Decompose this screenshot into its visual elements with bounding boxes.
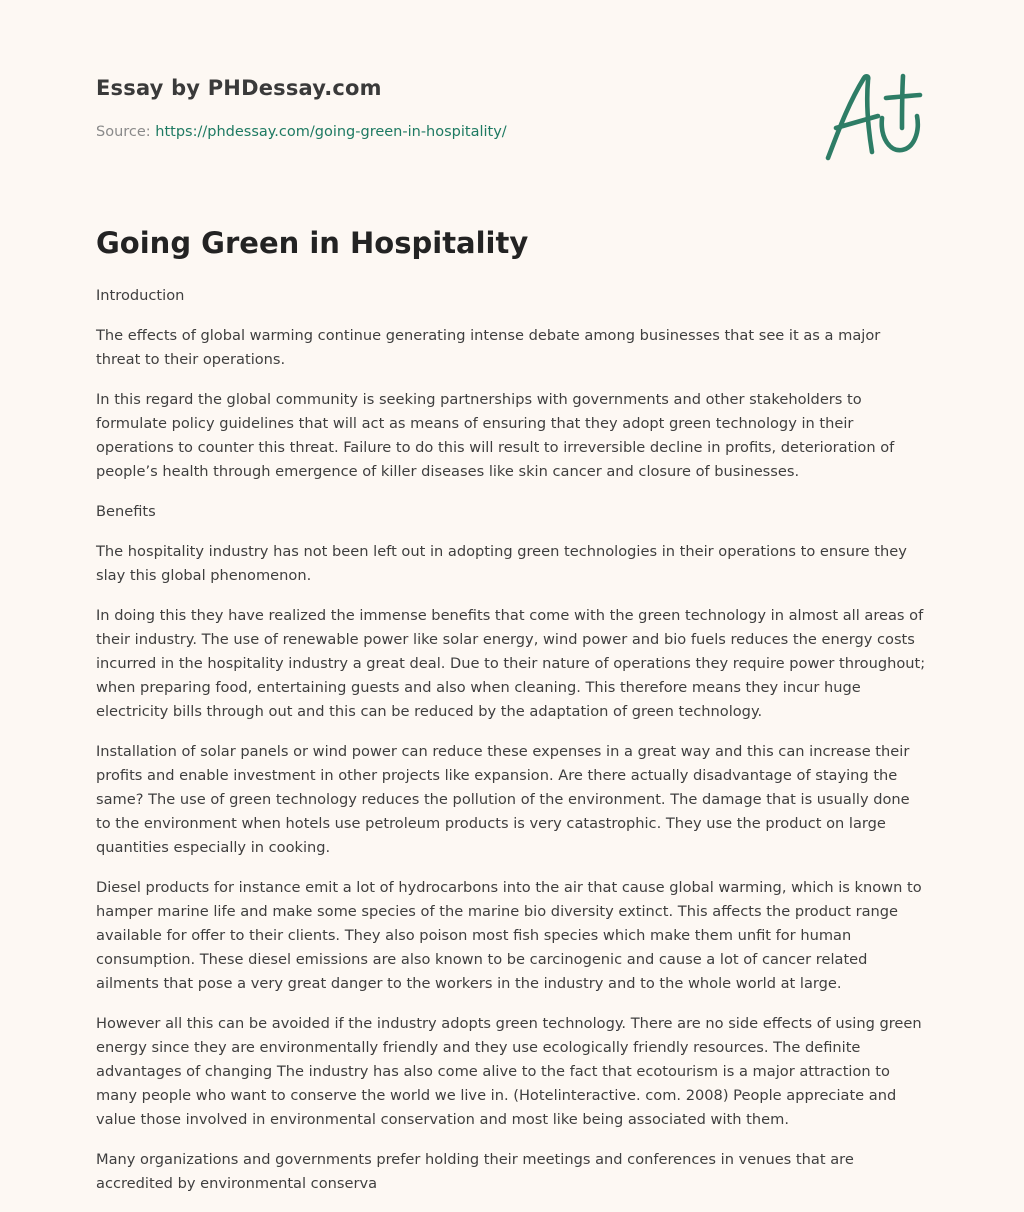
a-plus-grade-icon xyxy=(820,66,930,166)
essay-paragraph: In doing this they have realized the immense benefits that come with the green technology in almost all areas of their industry. The use of renewable power like solar energy, wind power and bio fuels reduces the energy costs incurred in the hospitality industry a great deal. Due to their nature of operations they require power throughout; when preparing food, entertaining guests and also when cleaning. This therefore means they incur huge electricity bills through out and this can be reduced by the adaptation of green technology. xyxy=(96,607,926,720)
essay-body xyxy=(96,284,928,1212)
essay-paragraph: Installation of solar panels or wind power can reduce these expenses in a great way and this can increase their profits and enable investment in other projects like expansion. Are there actually disadvantage of staying the same? The use of green technology reduces the pollution of the environment. The damage that is usually done to the environment when hotels use petroleum products is very catastrophic. They use the product on large quantities especially in cooking. xyxy=(96,743,910,856)
source-label: Source: xyxy=(96,124,151,140)
source-line xyxy=(96,124,507,140)
essay-paragraph: The hospitality industry has not been left out in adopting green technologies in their operations to ensure they slay this global phenomenon. xyxy=(96,543,907,584)
site-brand: Essay by PHDessay.com xyxy=(96,76,382,100)
essay-paragraph: In this regard the global community is seeking partnerships with governments and other stakeholders to formulate policy guidelines that will act as means of ensuring that they adopt green technology in their operations to counter this threat. Failure to do this will result to irreversible decline in profits, deterioration of people’s health through emergence of killer diseases like skin cancer and closure of businesses. xyxy=(96,391,895,480)
essay-paragraph: Diesel products for instance emit a lot of hydrocarbons into the air that cause global warming, which is known to hamper marine life and make some species of the marine bio diversity extinct. This affects the product range available for offer to their clients. They also poison most fish species which make them unfit for human consumption. These diesel emissions are also known to be carcinogenic and cause a lot of cancer related ailments that pose a very great danger to the workers in the industry and to the whole world at large. xyxy=(96,879,922,992)
essay-paragraph: Introduction xyxy=(96,287,185,304)
essay-paragraph: The effects of global warming continue generating intense debate among businesses that see it as a major threat to their operations. xyxy=(96,327,881,368)
essay-title: Going Green in Hospitality xyxy=(96,226,529,260)
essay-paragraph: Many organizations and governments prefer holding their meetings and conferences in venues that are accredited by environmental conserva xyxy=(96,1151,854,1192)
essay-paragraph: However all this can be avoided if the industry adopts green technology. There are no side effects of using green energy since they are environmentally friendly and they use ecologically friendly resources. The definite advantages of changing The industry has also come alive to the fact that ecotourism is a major attraction to many people who want to conserve the world we live in. (Hotelinteractive. com. 2008) People appreciate and value those involved in environmental conservation and most like being associated with them. xyxy=(96,1015,922,1128)
source-link[interactable]: https://phdessay.com/going-green-in-hospitality/ xyxy=(155,124,507,140)
essay-paragraph: Benefits xyxy=(96,503,156,520)
